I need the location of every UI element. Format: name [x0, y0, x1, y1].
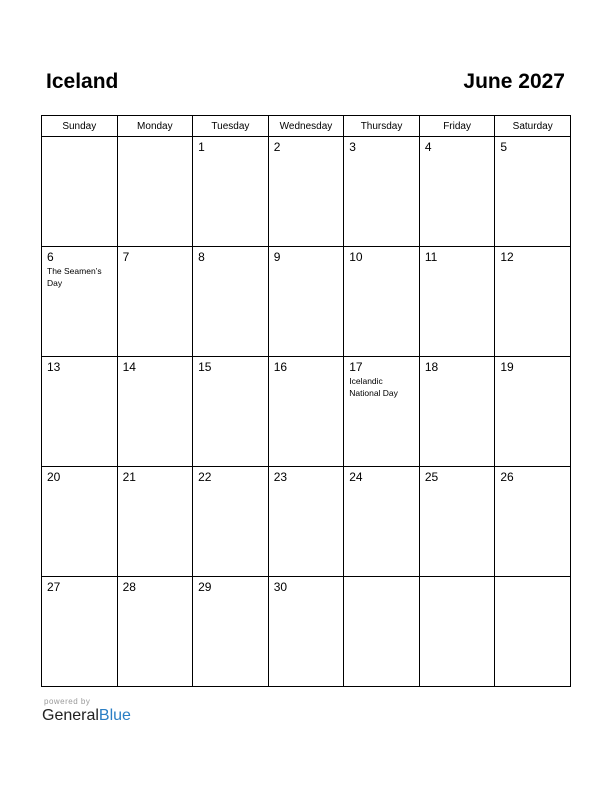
- day-cell: [344, 247, 420, 357]
- brand-blue: Blue: [98, 707, 131, 724]
- day-cell: [268, 577, 344, 687]
- empty-day-cell: [42, 137, 118, 247]
- week-row: [42, 247, 571, 357]
- day-number: 23: [273, 470, 288, 484]
- day-number: [495, 577, 570, 580]
- week-row: [42, 467, 571, 577]
- day-cell: [268, 467, 344, 577]
- day-number: [42, 137, 117, 140]
- country-title: Iceland: [46, 70, 119, 93]
- day-number: 18: [424, 360, 439, 374]
- weekday-header-row: [42, 116, 571, 137]
- weekday-saturday: Saturday: [495, 116, 571, 137]
- day-number: 11: [424, 250, 438, 264]
- day-number: 25: [424, 470, 439, 484]
- day-cell: [193, 357, 269, 467]
- day-cell: [117, 247, 193, 357]
- empty-day-cell: [495, 577, 571, 687]
- empty-day-cell: [419, 577, 495, 687]
- day-cell: [193, 577, 269, 687]
- day-cell: [117, 577, 193, 687]
- day-number: 13: [47, 360, 61, 374]
- day-cell: [193, 467, 269, 577]
- day-number: 30: [273, 580, 288, 594]
- weekday-tuesday: Tuesday: [193, 116, 269, 137]
- day-cell: [268, 247, 344, 357]
- day-number: 6: [47, 250, 54, 264]
- day-number: 15: [198, 360, 212, 374]
- day-cell: [42, 357, 118, 467]
- day-number: 19: [500, 360, 514, 374]
- day-cell: [117, 467, 193, 577]
- day-cell: [344, 357, 420, 467]
- day-cell: [495, 247, 571, 357]
- day-cell: [268, 357, 344, 467]
- day-number: [420, 577, 495, 580]
- day-number: 20: [47, 470, 61, 484]
- day-cell: [117, 357, 193, 467]
- day-number: 2: [273, 140, 281, 154]
- day-cell: [344, 137, 420, 247]
- day-number: 10: [349, 250, 363, 264]
- day-number: 24: [349, 470, 363, 484]
- day-cell: [495, 467, 571, 577]
- holiday-label: Icelandic National Day: [349, 376, 398, 398]
- weekday-thursday: Thursday: [344, 116, 420, 137]
- day-number: [118, 137, 193, 140]
- day-number: 16: [273, 360, 288, 374]
- week-row: [42, 577, 571, 687]
- day-number: 5: [500, 140, 508, 154]
- month-year-title: June 2027: [463, 70, 565, 93]
- day-number: 9: [273, 250, 281, 264]
- day-number: 7: [122, 250, 130, 264]
- day-cell: [193, 137, 269, 247]
- day-cell: [419, 247, 495, 357]
- day-cell: [268, 137, 344, 247]
- day-cell: [419, 467, 495, 577]
- day-cell: [42, 247, 118, 357]
- generalblue-logo: [42, 707, 131, 725]
- day-cell: [419, 137, 495, 247]
- week-row: [42, 357, 571, 467]
- day-number: 21: [122, 470, 136, 484]
- day-number: 1: [198, 140, 205, 154]
- day-cell: [495, 137, 571, 247]
- weekday-sunday: Sunday: [42, 116, 118, 137]
- day-number: 26: [500, 470, 514, 484]
- day-number: 8: [198, 250, 205, 264]
- day-cell: [344, 467, 420, 577]
- brand-general: General: [42, 707, 99, 724]
- empty-day-cell: [117, 137, 193, 247]
- powered-by-label: powered by: [44, 697, 91, 706]
- day-number: 3: [349, 140, 356, 154]
- day-number: 22: [198, 470, 212, 484]
- day-number: 14: [122, 360, 136, 374]
- day-number: 17: [349, 360, 363, 374]
- day-number: 27: [47, 580, 61, 594]
- day-number: 12: [500, 250, 514, 264]
- day-number: 4: [424, 140, 432, 154]
- weekday-friday: Friday: [419, 116, 495, 137]
- day-cell: [495, 357, 571, 467]
- day-number: [344, 577, 419, 580]
- day-cell: [419, 357, 495, 467]
- day-cell: [42, 467, 118, 577]
- weekday-monday: Monday: [117, 116, 193, 137]
- holiday-label: The Seamen’s Day: [47, 266, 102, 288]
- day-number: 29: [198, 580, 212, 594]
- calendar-grid: [41, 115, 571, 687]
- week-row: [42, 137, 571, 247]
- weekday-wednesday: Wednesday: [268, 116, 344, 137]
- empty-day-cell: [344, 577, 420, 687]
- footer-branding: [42, 697, 131, 725]
- day-number: 28: [122, 580, 136, 594]
- day-cell: [193, 247, 269, 357]
- day-cell: [42, 577, 118, 687]
